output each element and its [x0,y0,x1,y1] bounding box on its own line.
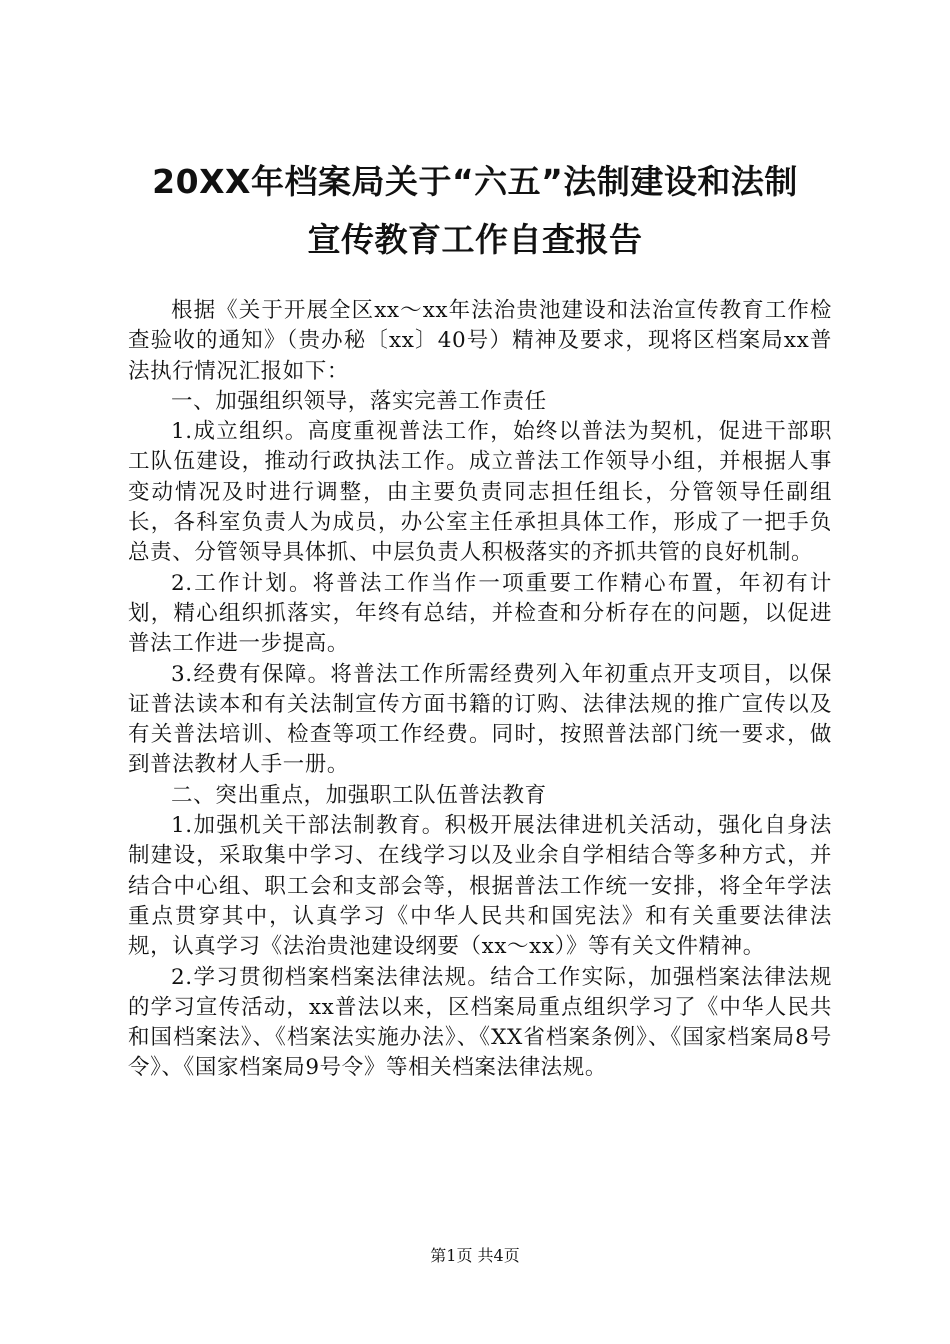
paragraph-intro: 根据《关于开展全区xx～xx年法治贵池建设和法治宣传教育工作检查验收的通知》（贵办秘〔xx〕40号）精神及要求，现将区档案局xx普法执行情况汇报如下： [128,298,832,384]
section-heading-1: 一、加强组织领导，落实完善工作责任 [171,388,547,414]
document-title-line-1: 20XX年档案局关于“六五”法制建设和法制 [152,162,798,201]
paragraph-archive-law-study: 2.学习贯彻档案档案法律法规。结合工作实际，加强档案法律法规的学习宣传活动，xx普法以来，区档案局重点组织学习了《中华人民共和国档案法》、《档案法实施办法》、《XX省档案条例》、《国家档案局8号令》、《国家档案局9号令》等相关档案法律法规。 [128,964,832,1081]
page-number-footer: 第1页 共4页 [430,1246,520,1265]
document-body [128,296,832,1084]
document-title-line-2: 宣传教育工作自查报告 [307,220,643,259]
paragraph-funding: 3.经费有保障。将普法工作所需经费列入年初重点开支项目，以保证普法读本和有关法制宣传方面书籍的订购、法律法规的推广宣传以及有关普法培训、检查等项工作经费。同时，按照普法部门统一要求，做到普法教材人手一册。 [128,661,832,778]
section-heading-2: 二、突出重点，加强职工队伍普法教育 [171,782,547,808]
paragraph-work-plan: 2.工作计划。将普法工作当作一项重要工作精心布置，年初有计划，精心组织抓落实，年终有总结，并检查和分析存在的问题，以促进普法工作进一步提高。 [128,570,832,657]
paragraph-organization: 1.成立组织。高度重视普法工作，始终以普法为契机，促进干部职工队伍建设，推动行政执法工作。成立普法工作领导小组，并根据人事变动情况及时进行调整，由主要负责同志担任组长，分管领导任副组长，各科室负责人为成员，办公室主任承担具体工作，形成了一把手负总责、分管领导具体抓、中层负责人积极落实的齐抓共管的良好机制。 [128,419,832,566]
paragraph-legal-education: 1.加强机关干部法制教育。积极开展法律进机关活动，强化自身法制建设，采取集中学习、在线学习以及业余自学相结合等多种方式，并结合中心组、职工会和支部会等，根据普法工作统一安排，将全年学法重点贯穿其中，认真学习《中华人民共和国宪法》和有关重要法律法规，认真学习《法治贵池建设纲要（xx～xx）》等有关文件精神。 [128,813,832,960]
